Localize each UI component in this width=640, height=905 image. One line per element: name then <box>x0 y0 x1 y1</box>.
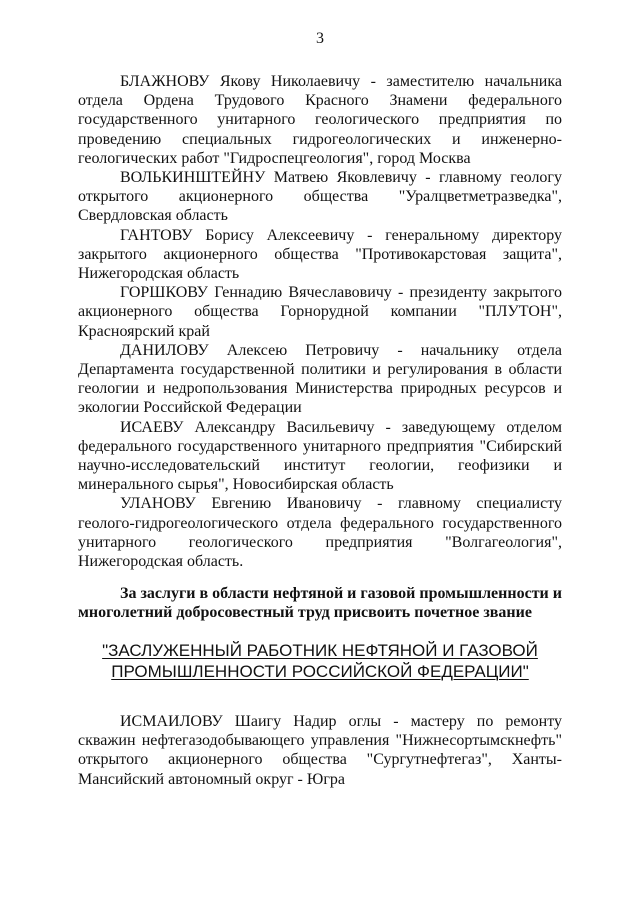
award-entry: ИСАЕВУ Александру Васильевичу - заведующему отделом федерального государственного унитарного предприятия "Сибирский научно-исследовательский институт геологии, геофизики и минерального сырья", Новосибирская область <box>78 418 562 494</box>
award-entry: ИСМАИЛОВУ Шаигу Надир оглы - мастеру по ремонту скважин нефтегазодобывающего управления "Нижнесортымскнефть" открытого акционерного общества "Сургутнефтегаз", Ханты-Мансийский автономный округ - Югра <box>78 713 562 788</box>
award-list-oil-gas <box>78 712 562 789</box>
award-entry: УЛАНОВУ Евгению Ивановичу - главному специалисту геолого-гидрогеологического отдела федерального государственного унитарного геологического предприятия "Волгагеология", Нижегородская область. <box>78 495 562 571</box>
honorary-title-line-2: ПРОМЫШЛЕННОСТИ РОССИЙСКОЙ ФЕДЕРАЦИИ" <box>111 662 529 681</box>
award-entry: ВОЛЬКИНШТЕЙНУ Матвею Яковлевичу - главному геологу открытого акционерного общества "Уралцветметразведка", Свердловская область <box>78 169 562 225</box>
award-entry: БЛАЖНОВУ Якову Николаевичу - заместителю начальника отдела Ордена Трудового Красного Знамени федерального государственного унитарного геологического предприятия по проведению специальных гидрогеологических и инженерно-геологических работ "Гидроспецгеология", город Москва <box>78 73 562 167</box>
section-heading: За заслуги в области нефтяной и газовой промышленности и многолетний добросовестный труд присвоить почетное звание <box>78 585 562 622</box>
award-entry: ГАНТОВУ Борису Алексеевичу - генеральному директору закрытого акционерного общества "Противокарстовая защита", Нижегородская область <box>78 226 562 283</box>
award-list <box>78 72 562 571</box>
honorary-title <box>78 640 562 682</box>
honorary-title-line-1: "ЗАСЛУЖЕННЫЙ РАБОТНИК НЕФТЯНОЙ И ГАЗОВОЙ <box>102 641 538 660</box>
award-entry: ДАНИЛОВУ Алексею Петровичу - начальнику отдела Департамента государственной политики и регулирования в области геологии и недропользования Министерства природных ресурсов и экологии Российской Федерации <box>78 341 562 417</box>
page-number: 3 <box>316 30 324 47</box>
award-entry: ГОРШКОВУ Геннадию Вячеславовичу - президенту закрытого акционерного общества Горнорудной компании "ПЛУТОН", Красноярский край <box>78 284 562 340</box>
